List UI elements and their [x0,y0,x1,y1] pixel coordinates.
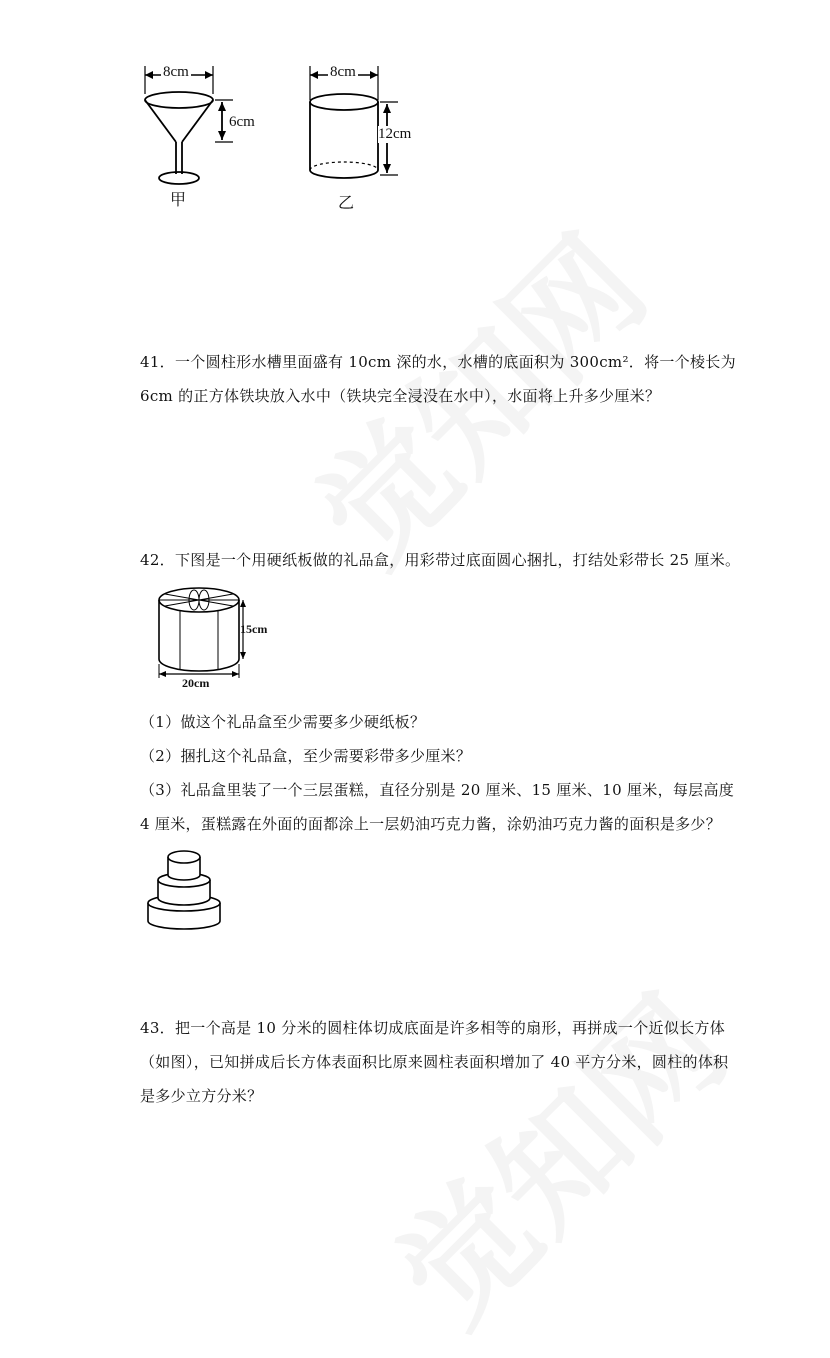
q42-sub1: （1）做这个礼品盒至少需要多少硬纸板？ [140,713,426,731]
watermark [351,949,759,1357]
question-41 [140,347,736,411]
goblet-diagram [135,62,275,212]
q43-line3: 是多少立方分米？ [140,1087,263,1105]
question-42-subs [140,707,735,839]
q42-sub3-line2: 4 厘米，蛋糕露在外面的面都涂上一层奶油巧克力酱，涂奶油巧克力酱的面积是多少？ [140,815,722,833]
figure-yi [298,62,438,212]
q42-sub3-line1: （3）礼品盒里装了一个三层蛋糕，直径分别是 20 厘米、15 厘米、10 厘米，每层高度 [140,781,735,799]
yi-caption: 乙 [338,193,355,212]
figure-jia [135,62,275,212]
gift-box-width-label: 20cm [182,676,210,690]
question-42-stem [140,545,741,575]
yi-width-label: 8cm [330,64,356,80]
figure-gift-box [150,582,310,692]
yi-height-label: 12cm [378,126,412,142]
question-43 [140,1013,729,1111]
q43-line1: 43．把一个高是 10 分米的圆柱体切成底面是许多相等的扇形，再拼成一个近似长方体 [140,1019,726,1037]
gift-box-height-label: 15cm [240,622,268,636]
q41-line2: 6cm 的正方体铁块放入水中（铁块完全浸没在水中），水面将上升多少厘米？ [140,387,661,405]
cylinder-diagram [298,62,438,212]
jia-caption: 甲 [170,190,187,209]
q42-stem: 42．下图是一个用硬纸板做的礼品盒，用彩带过底面圆心捆扎，打结处彩带长 25 厘米。 [140,551,741,569]
jia-width-label: 8cm [163,64,189,80]
cake-diagram [143,845,228,935]
gift-box-diagram [150,582,310,692]
q43-line2: （如图），已知拼成后长方体表面积比原来圆柱表面积增加了 40 平方分米，圆柱的体积 [140,1053,729,1071]
jia-height-label: 6cm [229,114,255,130]
q41-line1: 41．一个圆柱形水槽里面盛有 10cm 深的水，水槽的底面积为 300cm²．将一个棱长为 [140,353,736,371]
q42-sub2: （2）捆扎这个礼品盒，至少需要彩带多少厘米？ [140,747,472,765]
figure-cake [143,845,228,935]
